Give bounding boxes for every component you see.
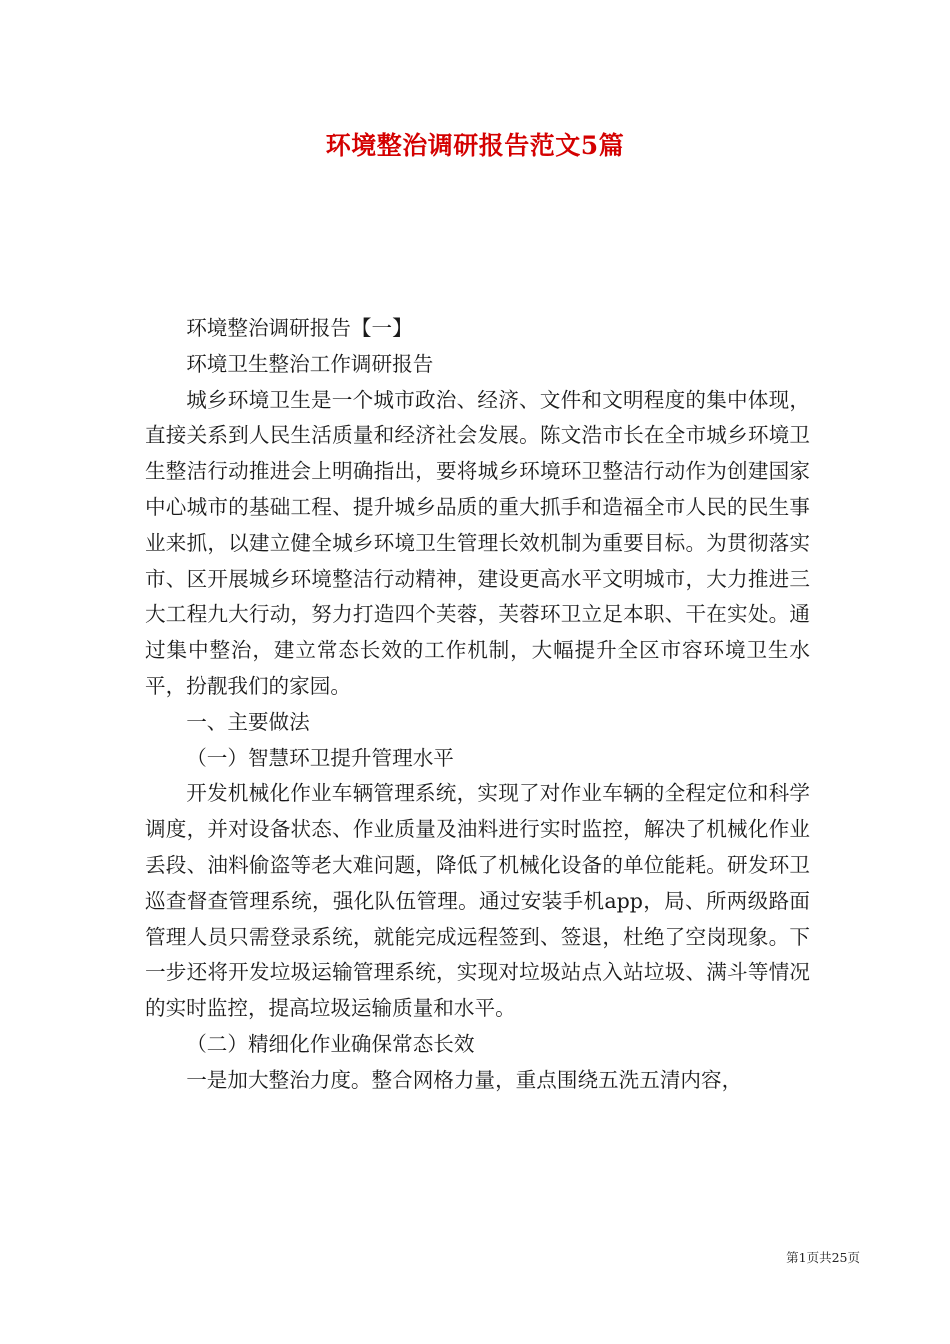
subsection-heading: （二）精细化作业确保常态长效 [186, 1031, 475, 1056]
subsection-heading: （一）智慧环卫提升管理水平 [186, 745, 454, 770]
paragraph: 开发机械化作业车辆管理系统，实现了对作业车辆的全程定位和科学调度，并对设备状态、作业质量及油料进行实时监控，解决了机械化作业丢段、油料偷盗等老大难问题，降低了机械化设备的单位能耗。研发环卫巡查督查管理系统，强化队伍管理。通过安装手机app，局、所两级路面管理人员只需登录系统，就能完成远程签到、签退，杜绝了空岗现象。下一步还将开发垃圾运输管理系统，实现对垃圾站点入站垃圾、满斗等情况的实时监控，提高垃圾运输质量和水平。 [145, 781, 810, 1021]
document-body [145, 311, 810, 1099]
report-subtitle: 环境卫生整治工作调研报告 [186, 351, 434, 376]
paragraph: 一是加大整治力度。整合网格力量，重点围绕五洗五清内容， [186, 1067, 743, 1092]
section-heading: 环境整治调研报告【一】 [186, 316, 413, 340]
paragraph: 城乡环境卫生是一个城市政治、经济、文件和文明程度的集中体现，直接关系到人民生活质量和经济社会发展。陈文浩市长在全市城乡环境卫生整洁行动推进会上明确指出，要将城乡环境环卫整洁行动作为创建国家中心城市的基础工程、提升城乡品质的重大抓手和造福全市人民的民生事业来抓，以建立健全城乡环境卫生管理长效机制为重要目标。为贯彻落实市、区开展城乡环境整洁行动精神，建设更高水平文明城市，大力推进三大工程九大行动，努力打造四个芙蓉，芙蓉环卫立足本职、干在实处。通过集中整治，建立常态长效的工作机制，大幅提升全区市容环境卫生水平，扮靓我们的家园。 [145, 387, 810, 698]
document-title: 环境整治调研报告范文5篇 [325, 131, 625, 160]
section-heading: 一、主要做法 [186, 709, 310, 734]
page-number: 第1页共25页 [786, 1250, 860, 1265]
